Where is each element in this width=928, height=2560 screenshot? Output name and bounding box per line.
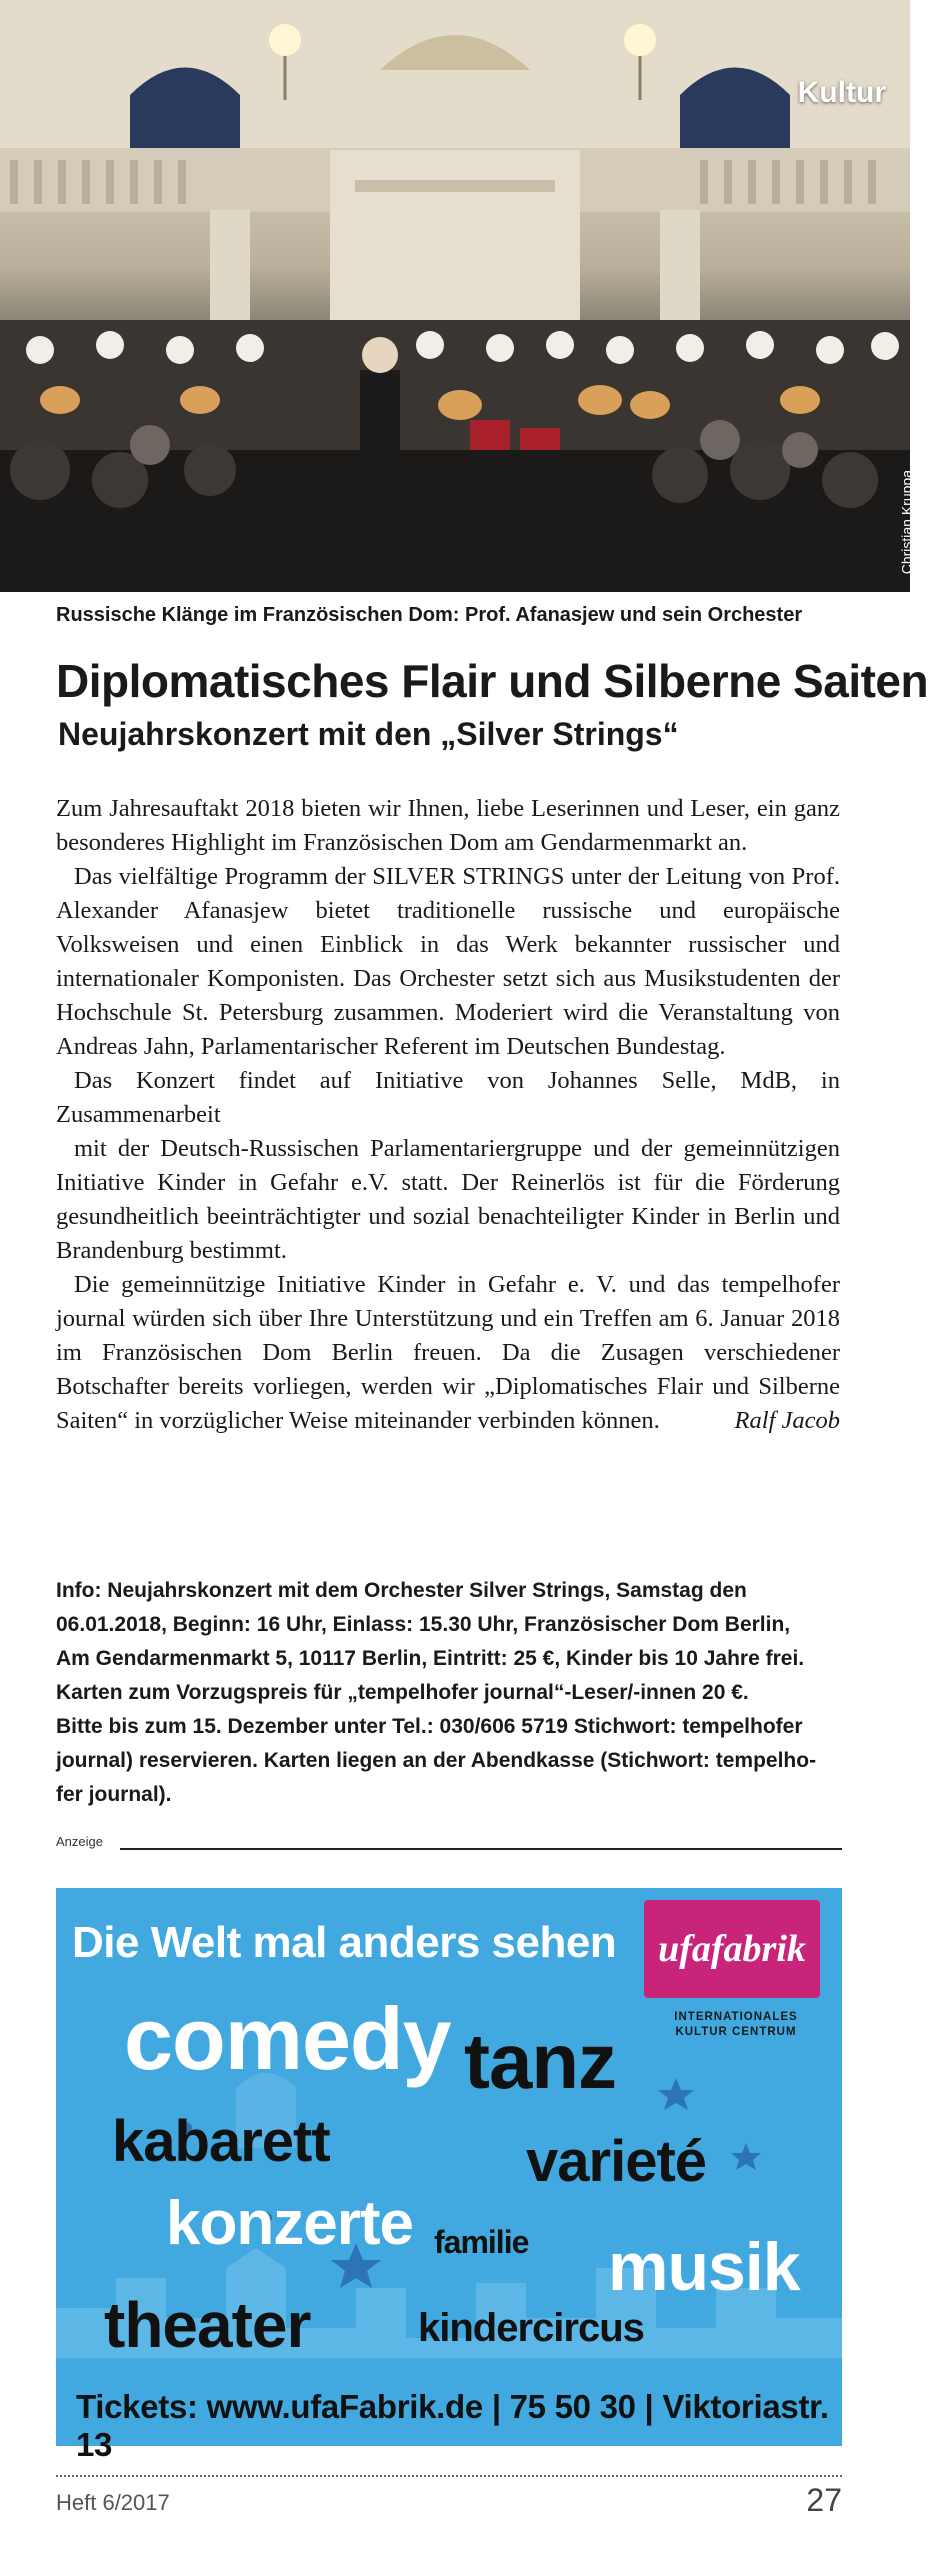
- concert-photo: [0, 0, 914, 592]
- ufafabrik-logo: [644, 1900, 820, 1998]
- article-subheadline: Neujahrskonzert mit den „Silver Strings“: [58, 716, 679, 752]
- section-label: Kultur: [797, 76, 886, 109]
- article-body: [56, 792, 840, 1438]
- ad-headline: Die Welt mal anders sehen: [72, 1918, 617, 1967]
- word-variete: varieté: [526, 2129, 707, 2194]
- paragraph-5-text: Die gemeinnützige Initiative Kinder in Gefahr e. V. und das tempelhofer journal würden sich über Ihre Unterstützung und ein Treffen am 6. Januar 2018 im Französischen Dom Berlin freuen. Da die Zusagen verschiedener Botschafter bereits vorliegen, werden wir „Diplomatisches Flair und Silberne Saiten“ in vorzüglicher Weise miteinander verbinden können.: [56, 1271, 840, 1434]
- word-comedy: comedy: [124, 1989, 451, 2088]
- paragraph-3: Das Konzert findet auf Initiative von Johannes Selle, MdB, in Zusammenarbeit: [56, 1067, 840, 1128]
- word-konzerte: konzerte: [166, 2189, 413, 2258]
- ad-label: Anzeige: [56, 1834, 103, 1849]
- article-headline: Diplomatisches Flair und Silberne Saiten: [56, 655, 928, 707]
- paragraph-1: Zum Jahresauftakt 2018 bieten wir Ihnen, liebe Leserinnen und Leser, ein ganz besonderes Highlight im Französischen Dom am Gendarmenmarkt an.: [56, 795, 840, 856]
- photo-caption: Russische Klänge im Französischen Dom: Prof. Afanasjew und sein Orchester: [56, 604, 803, 626]
- concert-illustration: [0, 0, 910, 592]
- word-familie: familie: [434, 2224, 529, 2260]
- logo-text: ufafabrik: [658, 1928, 806, 1970]
- info-line: 06.01.2018, Beginn: 16 Uhr, Einlass: 15.30 Uhr, Französischer Dom Berlin,: [56, 1613, 791, 1636]
- word-tanz: tanz: [464, 2017, 616, 2105]
- paragraph-4: mit der Deutsch-Russischen Parlamentariergruppe und der gemeinnützigen Initiative Kinder in Gefahr e.V. statt. Der Reinerlös ist für die Förderung gesundheitlich beeinträchtigter und sozial benachteiligter Kinder in Berlin und Brandenburg bestimmt.: [56, 1135, 840, 1264]
- issue-label: Heft 6/2017: [56, 2490, 170, 2515]
- info-line: journal) reservieren. Karten liegen an der Abendkasse (Stichwort: tempelho-: [56, 1749, 817, 1772]
- paragraph-2: Das vielfältige Programm der SILVER STRINGS unter der Leitung von Prof. Alexander Afanasjew bietet traditionelle russische und europäische Volksweisen und einen Einblick in das Werk bekannter russischer und internationaler Komponisten. Das Orchester setzt sich aus Musikstudenten der Hochschule St. Petersburg zusammen. Moderiert wird die Veranstaltung von Andreas Jahn, Parlamentarischer Referent im Deutschen Bundestag.: [56, 863, 840, 1060]
- photo-credit: Christian Kruppa: [898, 470, 914, 575]
- info-line: Am Gendarmenmarkt 5, 10117 Berlin, Eintritt: 25 €, Kinder bis 10 Jahre frei.: [56, 1647, 805, 1670]
- ad-ticket-info[interactable]: Tickets: www.ufaFabrik.de | 75 50 30 | Viktoriastr. 13: [76, 2388, 829, 2463]
- word-kindercircus: kindercircus: [418, 2306, 644, 2350]
- info-line: Bitte bis zum 15. Dezember unter Tel.: 030/606 5719 Stichwort: tempelhofer: [56, 1715, 803, 1738]
- logo-subtitle: INTERNATIONALES KULTUR CENTRUM: [674, 2011, 798, 2038]
- article-author: Ralf Jacob: [734, 1407, 840, 1434]
- info-line: fer journal).: [56, 1783, 172, 1806]
- page-number: 27: [806, 2482, 842, 2518]
- footer-divider: [56, 2475, 842, 2477]
- info-line: Karten zum Vorzugspreis für „tempelhofer journal“-Leser/-innen 20 €.: [56, 1681, 749, 1704]
- word-theater: theater: [104, 2289, 311, 2361]
- word-musik: musik: [608, 2229, 800, 2305]
- info-line: Info: Neujahrskonzert mit dem Orchester Silver Strings, Samstag den: [56, 1579, 747, 1602]
- info-box: [56, 1574, 846, 1812]
- ad-divider: [120, 1848, 842, 1850]
- word-kabarett: kabarett: [112, 2109, 330, 2174]
- ufafabrik-advertisement[interactable]: [56, 1888, 842, 2463]
- paragraph-5: [56, 1268, 840, 1438]
